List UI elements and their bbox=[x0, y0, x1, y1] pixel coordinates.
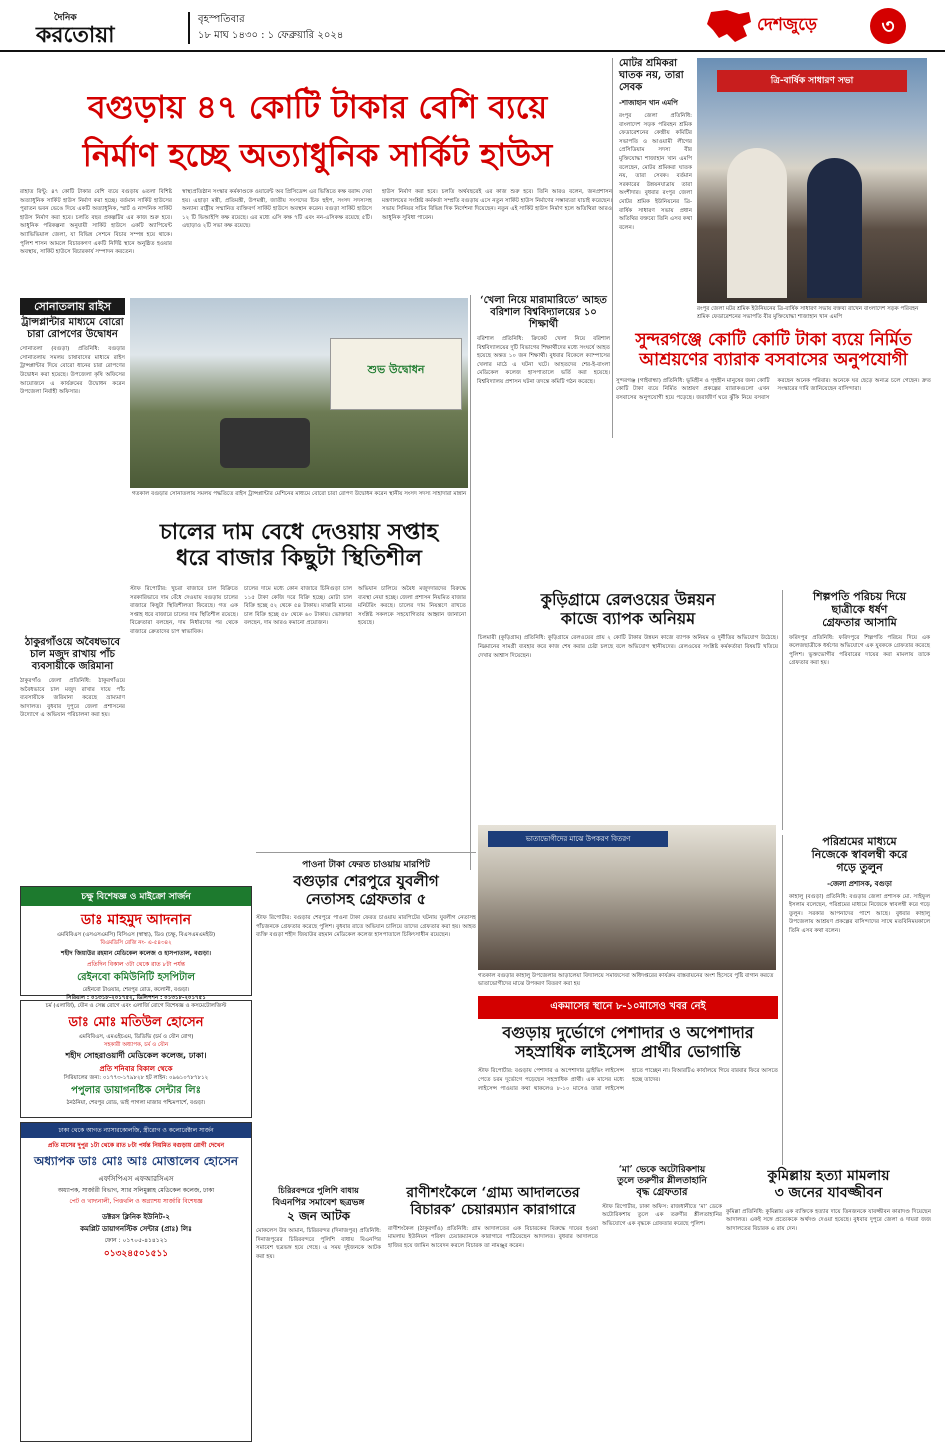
swabalambi-headline-1[interactable]: পরিশ্রমের মাধ্যমে bbox=[822, 835, 897, 848]
ad3-center-1: ডক্টরস ক্লিনিক ইউনিট-২ bbox=[102, 1213, 170, 1221]
sundarganj-story bbox=[616, 330, 931, 580]
ad1-college: শহীদ জিয়াউর রহমান মেডিকেল কলেজ ও হাসপাতাল, বগুড়া। bbox=[61, 950, 211, 957]
ad3-center-2: কমপ্লিট ডায়াগনস্টিক সেন্টার (প্রাঃ) লিঃ bbox=[80, 1225, 192, 1233]
chirirbandar-story bbox=[256, 1185, 381, 1445]
swabalambi-headline-2[interactable]: নিজেকে স্বাবলম্বী করে bbox=[811, 848, 908, 862]
license-body: স্টাফ রিপোর্টার: বগুড়ায় পেশাদার ও অপেশাদার ড্রাইভিং লাইসেন্স পেতে চরম দুর্ভোগে পড়েছেন সহস্রাধিক প্রার্থী। এক মাসের মধ্যে লাইসেন্স পাওয়ার কথা থাকলেও ৮-১০ মাসেও তারা লাইসেন্স হাতে পাচ্ছেন না। বিআরটিএ কার্যালয়ে গিয়ে বারবার ফিরে আসতে হচ্ছে তাদের। bbox=[478, 1068, 778, 1092]
section-title: দেশজুড়ে bbox=[757, 15, 818, 35]
sonatala-story bbox=[20, 298, 125, 628]
sundarganj-headline-2[interactable]: আশ্রয়ণের ব্যারাক বসবাসের অনুপযোগী bbox=[639, 350, 908, 371]
ad-doctor-eye[interactable] bbox=[20, 886, 252, 1001]
kurigram-banner: ভাতাভোগীদের মাঝে উপকরণ বিতরণ bbox=[488, 831, 668, 847]
ad-doctor-skin[interactable] bbox=[20, 1000, 252, 1118]
license-kicker: একমাসের স্থানে ৮-১০মাসেও খবর নেই bbox=[478, 996, 778, 1019]
sonatala-machine bbox=[220, 418, 310, 468]
masthead-date: ১৮ মাঘ ১৪৩০ : ১ ফেব্রুয়ারি ২০২৪ bbox=[198, 30, 344, 41]
shilpapati-body: ফরিদপুর প্রতিনিধি: ফরিদপুরে শিল্পপতি পরিচয় দিয়ে এক কলেজছাত্রীকে ধর্ষণের অভিযোগে এক যুবককে গ্রেফতার করেছে পুলিশ। ভুক্তভোগীর পরিবারের দায়ের করা মামলায় তাকে গ্রেফতার করা হয়। bbox=[789, 634, 930, 667]
shajahan-photo-banner: ত্রি-বার্ষিক সাধারণ সভা bbox=[717, 70, 907, 92]
ad2-center: পপুলার ডায়াগনষ্টিক সেন্টার লিঃ bbox=[71, 1085, 201, 1096]
rice-price-headline-1[interactable]: চালের দাম বেধে দেওয়ায় সপ্তাহ bbox=[159, 519, 439, 545]
ma-headline-2[interactable]: তুলে তরুণীর শ্লীলতাহানি bbox=[617, 1175, 707, 1186]
ad1-phone: সিরিয়াল : ০১৩১৮-২০১৭৫২, ডিলিপশন : ০১৩১৮-২০১৭৫১ bbox=[66, 995, 206, 1001]
chirirbandar-headline-1[interactable]: বিএনপির সমাবেশ ছত্রভঙ্গ bbox=[272, 1198, 365, 1208]
section-badge bbox=[705, 8, 910, 46]
sundarganj-headline-1[interactable]: সুন্দরগঞ্জে কোটি কোটি টাকা ব্যয়ে নির্মিত bbox=[635, 330, 912, 350]
swabalambi-story bbox=[782, 835, 930, 1165]
masthead-divider bbox=[188, 12, 190, 44]
bangladesh-map-icon bbox=[705, 8, 755, 44]
comilla-body: কুমিল্লা প্রতিনিধি: কুমিল্লায় এক ব্যক্তিকে হত্যার দায়ে তিনজনকে যাবজ্জীবন কারাদণ্ড দিয়েছেন আদালত। একই সঙ্গে প্রত্যেককে অর্থদণ্ড দেওয়া হয়েছে। বুধবার দুপুরে জেলা ও দায়রা জজ আদালতের বিচারক এ রায় দেন। bbox=[726, 1208, 931, 1232]
swabalambi-subhead: -জেলা প্রশাসক, বগুড়া bbox=[827, 879, 892, 888]
kurigram-headline-2[interactable]: কাজে ব্যাপক অনিয়ম bbox=[560, 609, 696, 629]
shilpapati-story bbox=[782, 590, 930, 830]
ad3-degree: এফসিপিএস এফআরসিএস bbox=[98, 1175, 174, 1183]
rice-price-col-2: চালের দামে মধ্যে কোন বাজারে চিনিগুড়া চাল ১১৫ টাকা কেজি দরে বিক্রি হচ্ছে। মোটা চাল বিক্রি হচ্ছে ৫২ থেকে ৫৪ টাকায়। মাঝারি মানের চাল বিক্রি হচ্ছে ৫৮ থেকে ৬০ টাকায়। ভোক্তারা বলছেন, দাম আরও কমানো প্রয়োজন। bbox=[244, 586, 352, 627]
ad3-time: প্রতি মাসের দুপুর ১টা থেকে রাত ৮টা পর্যন্ত নিয়মিত বগুড়ায় রোগী দেখেন bbox=[47, 1142, 225, 1149]
shajahan-body: রংপুর জেলা প্রতিনিধি: বাংলাদেশ সড়ক পরিবহন শ্রমিক ফেডারেশনের কেন্দ্রীয় কমিটির সভাপতি ও আওয়ামী লীগের প্রেসিডিয়াম সদস্য বীর মুক্তিযোদ্ধা শাজাহান খান এমপি বলেছেন, মোটর শ্রমিকরা ঘাতক নয়, তারা সেবক। বর্তমান সরকারের উন্নয়নযাত্রায় তারা অংশীদার। বুধবার রংপুর জেলা মোটর শ্রমিক ইউনিয়নের ত্রি-বার্ষিক সাধারণ সভায় প্রধান অতিথির বক্তব্যে তিনি এসব কথা বলেন। bbox=[619, 113, 692, 231]
thakurgaon-story bbox=[20, 637, 125, 882]
sonatala-banner-title: শুভ উদ্বোধন bbox=[367, 363, 425, 376]
ma-body: স্টাফ রিপোর্টার, ঢাকা অফিস: রাজধানীতে ‘মা’ ডেকে অটোরিকশায় তুলে এক তরুণীর শ্লীলতাহানির অভিযোগে এক বৃদ্ধকে গ্রেফতার করেছে পুলিশ। bbox=[602, 1203, 722, 1227]
newspaper-logo[interactable] bbox=[36, 10, 166, 46]
sonatala-photo bbox=[130, 298, 468, 488]
ranishankail-story bbox=[388, 1185, 598, 1445]
ranishankail-headline-1[interactable]: রাণীশংকৈলে ‘গ্রাম্য আদালতের bbox=[406, 1185, 580, 1201]
rice-price-story bbox=[130, 515, 468, 845]
kurigram-photo bbox=[478, 825, 776, 970]
ad2-post: সহকারী অধ্যাপক, চর্ম ও যৌন bbox=[103, 1042, 169, 1048]
kurigram-headline-1[interactable]: কুড়িগ্রামে রেলওয়ের উন্নয়ন bbox=[540, 590, 716, 609]
logo-small-text: দৈনিক bbox=[54, 13, 77, 23]
lead-col-2: স্বাস্থ্যপ্রতিষ্ঠান সংস্কার কর্মকাণ্ডকে ওয়ারেন্ট অব প্রিসিডেন্স এর ভিত্তিতে কক্ষ বরাদ্দ দেয়া হয়। এছাড়া মন্ত্রী, প্রতিমন্ত্রী, উপমন্ত্রী, জাতীয় সংসদের চিফ হুইপ, সংসদ সদস্যসহ অন্যান্য রাষ্ট্রীয় সম্মানিত ব্যক্তিবর্গ সার্কিট হাউসে অবস্থান করেন। বগুড়া সার্কিট হাউসে ১২ টি ভিআইপি কক্ষ রয়েছে। এর মধ্যে এসি কক্ষ ৭টি এবং নন-এসিকক্ষ রয়েছে ৫টি। এছাড়াও ২টি সভা কক্ষ রয়েছে। bbox=[182, 189, 372, 230]
kurigram-body: চিলমারী (কুড়িগ্রাম) প্রতিনিধি: কুড়িগ্রামে রেলওয়ের প্রায় ২ কোটি টাকার উন্নয়ন কাজে ব্যাপক অনিয়ম ও দুর্নীতির অভিযোগ উঠেছে। নিম্নমানের সামগ্রী ব্যবহার করে কাজ শেষ করার চেষ্টা চলছে বলে অভিযোগ স্থানীয়দের। রেলওয়ের সংশ্লিষ্ট কর্মকর্তারা বিষয়টি খতিয়ে দেখার আশ্বাস দিয়েছেন। bbox=[478, 635, 778, 659]
sonatala-body: সোনাতলা (বগুড়া) প্রতিনিধি: বগুড়ার সোনাতলায় সমলয় চাষাবাদের মাধ্যমে রাইস ট্রান্সপ্লান্টার দিয়ে বোরো ধানের চারা রোপণের উদ্বোধন করা হয়েছে। উপজেলা কৃষি অফিসের আয়োজনে এ কার্যক্রমের উদ্বোধন করেন উপজেলা নির্বাহী অফিসার। bbox=[20, 346, 125, 396]
logo-big-text: করতোয়া bbox=[36, 22, 115, 48]
shajahan-headline[interactable]: মোটর শ্রমিকরা ঘাতক নয়, তারা সেবক bbox=[619, 58, 684, 93]
ad2-topline: চর্ম (এলার্জি), যৌন ও সেক্স রোগে এবং এলাৰ্জি রোগে বিশেষজ্ঞ ও কসমেটোলজিস্ট bbox=[45, 1003, 227, 1009]
sonatala-banner bbox=[330, 338, 462, 410]
license-headline-1[interactable]: বগুড়ায় দুর্ভোগে পেশাদার ও অপেশাদার bbox=[502, 1023, 754, 1042]
ad1-degree: এমবিবিএস (এসএসএমসি) বিসিএস (স্বাস্থ্য), ডিও (চক্ষু, বিএসএমএমইউ) bbox=[56, 932, 216, 938]
lead-col-3: হাউস নির্মাণ করা হবে। চলতি অর্থবছরেই এর কাজ শুরু হবে। তিনি আরও বলেন, জনপ্রশাসন মন্ত্রণালয়ের সংশ্লিষ্ট কর্মকর্তা সম্প্রতি বগুড়ায় এসে নতুন সার্কিট হাউস নির্মাণের সম্ভাব্যতা যাচাই করেছেন। সভায় সিনিয়র সচিব বিভিন্ন দিক নির্দেশনা দিয়েছেন। নতুন এই সার্কিট হাউস নির্মাণ হলে অতিথিরা আরও আধুনিক সুবিধা পাবেন। bbox=[382, 189, 612, 221]
ma-story bbox=[602, 1165, 722, 1445]
comilla-headline-1[interactable]: কুমিল্লায় হত্যা মামলায় bbox=[767, 1168, 890, 1184]
masthead bbox=[0, 0, 945, 52]
sherpur-story bbox=[256, 852, 476, 1182]
sherpur-kicker: পাওনা টাকা ফেরত চাওয়ায় মারপিট bbox=[302, 860, 430, 870]
sherpur-headline-1[interactable]: বগুড়ার শেরপুরে যুবলীগ bbox=[293, 872, 439, 890]
ad3-phone-2: ০১৩২৪৫০১৫১১ bbox=[103, 1249, 169, 1259]
comilla-headline-2[interactable]: ৩ জনের যাবজ্জীবন bbox=[774, 1184, 883, 1201]
page-number-badge bbox=[870, 8, 906, 44]
ad2-address: ঠনঠনিয়া, শেরপুর রোড, ভাই পাগলা মাজার পশ্চিমপার্শে, বগুড়া। bbox=[66, 1100, 206, 1106]
sonatala-headline-2[interactable]: ট্রান্সপ্লান্টার মাধ্যমে বোরো চারা রোপণের উদ্বোধন bbox=[21, 317, 124, 341]
sonatala-headline-1[interactable]: সোনাতলায় রাইস bbox=[20, 298, 125, 315]
ranishankail-body: রাণীশংকৈল (ঠাকুরগাঁও) প্রতিনিধি: গ্রাম আদালতের এক বিচারকের বিরুদ্ধে দায়ের হওয়া মামলায় ইউনিয়ন পরিষদ চেয়ারম্যানকে কারাগারে পাঠিয়েছেন আদালত। বুধবার আদালতে হাজির হয়ে জামিন আবেদন করলে বিচারক তা নামঞ্জুর করেন। bbox=[388, 1225, 598, 1249]
sherpur-headline-2[interactable]: নেতাসহ গ্রেফতার ৫ bbox=[305, 890, 427, 908]
masthead-day: বৃহস্পতিবার bbox=[198, 14, 245, 25]
page-number: ৩ bbox=[881, 14, 895, 38]
ma-headline-3[interactable]: বৃদ্ধ গ্রেফতার bbox=[636, 1186, 688, 1198]
swabalambi-headline-3[interactable]: গড়ে তুলুন bbox=[836, 861, 883, 875]
ad2-time: প্রতি শনিবার বিকাল থেকে bbox=[99, 1065, 173, 1073]
ad1-address: রেইনবো টাওয়ার, শেরপুর রোড, কলোনী, বগুড়া। bbox=[82, 987, 190, 993]
sherpur-body: স্টাফ রিপোর্টার: বগুড়ার শেরপুরে পাওনা টাকা ফেরত চাওয়ায় মারপিটের ঘটনায় যুবলীগ নেতাসহ পাঁচজনকে গ্রেফতার করেছে পুলিশ। বুধবার রাতে অভিযান চালিয়ে তাদের গ্রেফতার করা হয়। আহত ব্যক্তি বগুড়া শহীদ জিয়াউর রহমান মেডিকেল কলেজ হাসপাতালে চিকিৎসাধীন রয়েছেন। bbox=[256, 915, 476, 939]
lead-story bbox=[20, 80, 615, 290]
lead-headline-1[interactable]: বগুড়ায় ৪৭ কোটি টাকার বেশি ব্যয়ে bbox=[87, 88, 548, 126]
rice-price-col-3: অভিযান চালিয়ে অবৈধ মজুদদারদের বিরুদ্ধে ব্যবস্থা নেয়া হচ্ছে। জেলা প্রশাসন নিয়মিত বাজার মনিটরিং করছে। চালের দাম নিয়ন্ত্রণে রাখতে সংশ্লিষ্ট সকলকে সহযোগিতার আহ্বান জানানো হয়েছে। bbox=[358, 586, 466, 627]
shilpapati-headline-1[interactable]: শিল্পপতি পরিচয় দিয়ে bbox=[813, 590, 906, 603]
chirirbandar-kicker: চিরিরবন্দরে পুলিশি বাধায় bbox=[278, 1186, 359, 1195]
rice-price-headline-2[interactable]: ধরে বাজার কিছুটা স্থিতিশীল bbox=[176, 545, 422, 572]
license-story bbox=[478, 996, 778, 1161]
ad2-serial: সিরিয়ালের জন্য: ০১৭৭৩-১৭৯৮২৮ হট লাইন: ০৯৬১০৭৮৭৮১২ bbox=[63, 1075, 209, 1081]
ad2-degree: এমবিবিএস, এমএইচএম, ডিডিভি (চর্ম ও যৌন রোগ) bbox=[78, 1034, 194, 1040]
barishal-headline[interactable]: ‘খেলা নিয়ে মারামারিতে’ আহত বরিশাল বিশ্ববিদ্যালয়ের ১০ শিক্ষার্থী bbox=[480, 295, 607, 330]
swabalambi-body: কাহালু (বগুড়া) প্রতিনিধি: বগুড়ার জেলা প্রশাসক মো. সাইফুল ইসলাম বলেছেন, পরিশ্রমের মাধ্যমে নিজেকে স্বাবলম্বী করে গড়ে তুলুন। সরকার আপনাদের পাশে আছে। বুধবার কাহালু উপজেলায় আশ্রয়ণ প্রকল্পের বাসিন্দাদের সাথে মতবিনিময়কালে তিনি এসব কথা বলেন। bbox=[789, 893, 930, 934]
thakurgaon-body: ঠাকুরগাঁও জেলা প্রতিনিধি: ঠাকুরগাঁওয়ে অবৈধভাবে চাল মজুদ রাখার দায়ে পাঁচ ব্যবসায়ীকে জরিমানা করেছে ভ্রাম্যমাণ আদালত। বুধবার দুপুরে জেলা প্রশাসনের উদ্যোগে এ অভিযান পরিচালনা করা হয়। bbox=[20, 678, 125, 719]
thakurgaon-headline[interactable]: ঠাকুরগাঁওয়ে অবৈধভাবে চাল মজুদ রাখায় পাঁচ ব্যবসায়ীকে জরিমানা bbox=[25, 637, 120, 672]
ad3-detail: পেট ও খাদ্যনালী, পিত্তথলি ও অগ্ন্যাশয় সার্জারি বিশেষজ্ঞ bbox=[69, 1198, 203, 1205]
kurigram-story bbox=[478, 590, 778, 825]
ad1-time: প্রতিদিন বিকাল ৩টা থেকে রাত ৮টা পর্যন্ত bbox=[86, 961, 185, 968]
kurigram-photo-caption: গতকাল বগুড়ার কাহালু উপজেলার আড়ালেয়া বিদ্যালয়ে সমাজসেবা অধিদপ্তরের কার্যক্রম বাস্তবায়নের অংশ হিসেবে পুষ্টি বাগান করতে ভাতাভোগীদের মাঝে উপকরণ বিতরণ করা হয় bbox=[478, 973, 774, 987]
shilpapati-headline-3[interactable]: গ্রেফতার আসামি bbox=[822, 616, 897, 630]
ad2-name: ডাঃ মোঃ মতিউল হোসেন bbox=[68, 1015, 204, 1030]
sonatala-photo-caption: গতকাল বগুড়ার সোনাতলায় সমলয় পদ্ধতিতে রাইস ট্রান্সপ্লান্টার মেশিনের মাধ্যমে বোরো চারা রোপণ উদ্বোধন করেন স্থানীয় সংসদ সদস্য সাহাদারা মান্নান bbox=[131, 491, 467, 497]
ad3-post: অধ্যাপক, সার্জারী বিভাগ, স্যার সলিমুল্লাহ মেডিকেল কলেজ, ঢাকা bbox=[57, 1187, 215, 1194]
ad3-name: অধ্যাপক ডাঃ মোঃ আঃ মোত্তালেব হোসেন bbox=[33, 1154, 239, 1168]
rice-price-col-1: স্টাফ রিপোর্টার: খুচরা বাজারে চাল বিক্রিতে সরকারিভাবে দাম বেঁধে দেওয়ায় বগুড়ায় চালের বাজারে কিছুটা স্থিতিশীলতা ফিরেছে। গত এক সপ্তাহ ধরে বাজারে চালের দাম স্থিতিশীল রয়েছে। বিক্রেতারা বলছেন, দাম নির্ধারণের পর থেকে বাজারে ক্রেতাদের চাপ স্বাভাবিক। bbox=[130, 586, 238, 635]
lead-col-1: রাহাত রিন্টু: ৪৭ কোটি টাকার বেশি ব্যয়ে বগুড়ায় ৬তলা বিশিষ্ট অত্যাধুনিক সার্কিট হাউস নির্মাণ করা হচ্ছে। বর্তমান সার্কিট হাউসের পুরাতন ভবন ভেঙে দিয়ে একটি অত্যাধুনিক, স্মার্ট ও নান্দনিক সার্কিট হাউস নির্মাণ করা হবে। চলতি বছর প্রকল্পটির এর কাজ শুরু হবে। আধুনিক পরিকল্পনা অনুযায়ী সার্কিট হাউসে একটি অ্যাপিয়েন্ট অ্যাভিভিয়াল জেলা, যা বিভিন্ন সেশনে বিচার সম্পন্ন হয়ে থাকে। পুলিশ শাসন আমলে বিচারকগণ একটি নির্দিষ্ট স্থানে অনুষ্ঠিত হওয়ার অবস্থায়, সার্কিট হাউসে বিচারকার্য সম্পাদন করতেন। bbox=[20, 189, 172, 256]
ma-headline-1[interactable]: ‘মা’ ভেকে অটোরিকশায় bbox=[618, 1165, 706, 1175]
shajahan-photo-figure bbox=[727, 148, 787, 298]
ad-doctor-surgeon[interactable] bbox=[20, 1122, 252, 1442]
lead-headline-2[interactable]: নির্মাণ হচ্ছে অত্যাধুনিক সার্কিট হাউস bbox=[82, 136, 553, 174]
ad1-title: চক্ষু বিশেষজ্ঞ ও মাইক্রো সার্জন bbox=[21, 887, 251, 906]
chirirbandar-body: মোকলেস উর আমান, চিরিরবন্দর (দিনাজপুর) প্রতিনিধি: দিনাজপুরের চিরিরবন্দরে পুলিশি বাধায় বিএনপির সমাবেশ ছত্রভঙ্গ হয়ে গেছে। এ সময় দুইজনকে আটক করা হয়। bbox=[256, 1228, 381, 1260]
shajahan-photo-caption: রংপুর জেলা মটর শ্রমিক ইউনিয়নের ত্রি-বার্ষিক সাধারণ সভায় বক্তব্য রাখেন বাংলাদেশ সড়ক পরিবহন শ্রমিক ফেডারেশনের সভাপতি বীর মুক্তিযোদ্ধা শাজাহান খান এমপি bbox=[697, 306, 919, 320]
ad1-hospital: রেইনবো কমিউনিটি হসপিটাল bbox=[77, 972, 195, 983]
ad3-phone-1: ফোন : ০১৭০৫-৪১৪১২১ bbox=[104, 1237, 168, 1244]
license-headline-2[interactable]: সহস্রাধিক লাইসেন্স প্রার্থীর ভোগান্তি bbox=[515, 1042, 741, 1062]
shilpapati-headline-2[interactable]: ছাত্রীকে ধর্ষণ bbox=[831, 603, 888, 617]
shajahan-subhead: -শাজাহান খান এমপি bbox=[619, 99, 678, 107]
ad2-college: শহীদ সোহরাওয়ার্দী মেডিকেল কলেজ, ঢাকা। bbox=[65, 1051, 207, 1060]
shajahan-photo bbox=[697, 58, 927, 303]
ad1-reg: বিএমডিসি রেজি নং- এ-৫৪৩৪২ bbox=[100, 940, 172, 946]
ad1-name: ডাঃ মাহমুদ আদনান bbox=[80, 912, 192, 928]
ad3-topline: ঢাকা থেকে আগত ন্যাসারকোলজি, স্ত্রীরোগ ও কলোরেক্টাল সার্জন bbox=[21, 1123, 251, 1138]
shajahan-photo-figure-2 bbox=[807, 158, 862, 298]
chirirbandar-headline-2[interactable]: ২ জন আটক bbox=[287, 1208, 350, 1223]
ranishankail-headline-2[interactable]: বিচারক’ চেয়ারম্যান কারাগারে bbox=[410, 1201, 576, 1218]
barishal-body: বরিশাল প্রতিনিধি: ক্রিকেট খেলা নিয়ে বরিশাল বিশ্ববিদ্যালয়ের দুটি বিভাগের শিক্ষার্থীদের মধ্যে সংঘর্ষে আহত হয়েছে অন্তত ১০ জন শিক্ষার্থী। বুধবার বিকেলে ক্যাম্পাসের খেলার মাঠে এ ঘটনা ঘটে। আহতদের শের-ই-বাংলা মেডিকেল কলেজ হাসপাতালে ভর্তি করা হয়েছে। বিশ্ববিদ্যালয় প্রশাসন ঘটনা তদন্তে কমিটি গঠন করেছে। bbox=[477, 336, 610, 385]
comilla-story bbox=[726, 1168, 931, 1445]
sundarganj-body: সুন্দরগঞ্জ (গাইবান্ধা) প্রতিনিধি: ভূমিহীন ও গৃহহীন মানুষের জন্য কোটি কোটি টাকা ব্যয়ে নির্মিত আশ্রয়ণ প্রকল্পের ব্যারাকগুলো এখন বসবাসের অনুপযোগী হয়ে পড়েছে। জরাজীর্ণ ঘরে ঝুঁকি নিয়ে বসবাস করছেন অনেক পরিবার। অনেকে ঘর ছেড়ে অন্যত্র চলে গেছেন। দ্রুত সংস্কারের দাবি জানিয়েছেন বাসিন্দারা। bbox=[616, 377, 931, 401]
